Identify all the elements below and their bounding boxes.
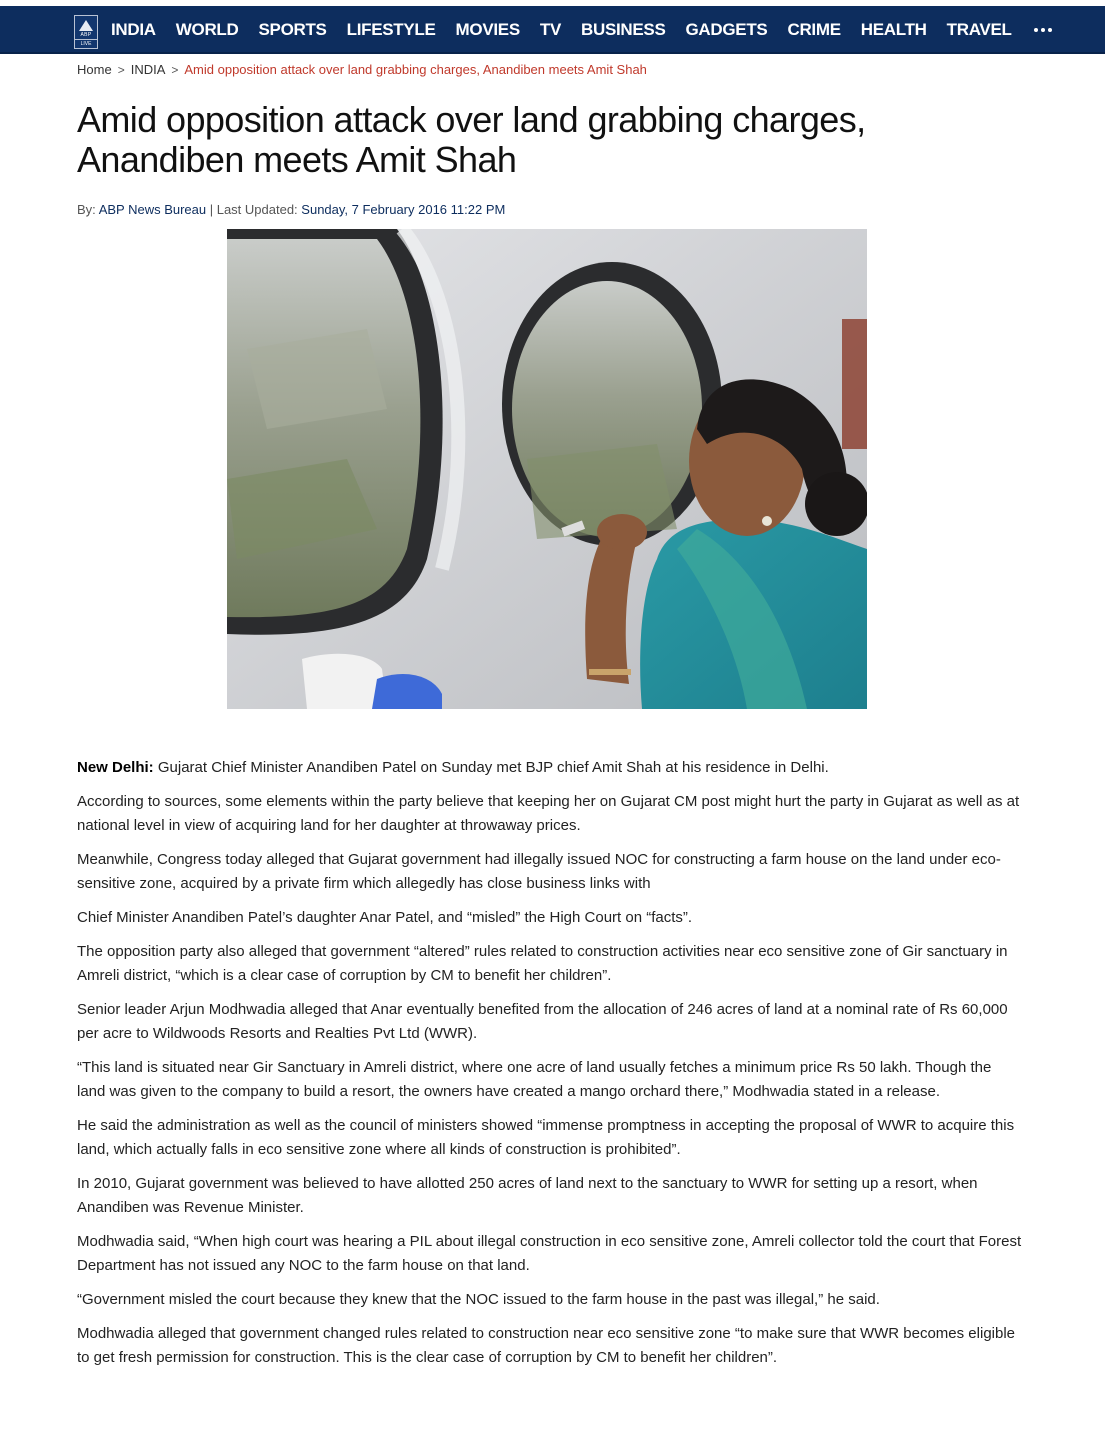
- updated-label: | Last Updated:: [206, 202, 302, 217]
- nav-item-movies[interactable]: MOVIES: [455, 20, 520, 39]
- nav-item-sports[interactable]: SPORTS: [258, 20, 327, 39]
- nav-item-health[interactable]: HEALTH: [860, 20, 927, 39]
- article-body: [77, 756, 1022, 1380]
- nav-item-india[interactable]: INDIA: [111, 20, 156, 39]
- nav-item-travel[interactable]: TRAVEL: [946, 20, 1012, 39]
- dot: [1041, 28, 1045, 32]
- article-paragraph: “Government misled the court because they knew that the NOC issued to the farm house in the past was illegal,” he said.: [77, 1291, 880, 1308]
- dot: [1034, 28, 1038, 32]
- page-title: Amid opposition attack over land grabbing charges, Anandiben meets Amit Shah: [77, 99, 866, 180]
- breadcrumb-separator: >: [171, 62, 179, 77]
- top-navbar: [0, 6, 1105, 54]
- article-paragraph: Modhwadia alleged that government changed rules related to construction near eco sensitive zone “to make sure that WWR becomes eligible to get fresh permission for construction. This is the clear case of corruption by CM to benefit her children”.: [77, 1325, 1016, 1366]
- breadcrumb-home[interactable]: Home: [77, 62, 112, 77]
- dateline: New Delhi:: [77, 759, 154, 776]
- article-paragraph: According to sources, some elements within the party believe that keeping her on Gujarat CM post might hurt the party in Gujarat as well as at national level in view of acquiring land for her daughter at throwaway prices.: [77, 793, 1020, 834]
- hero-photo: [227, 229, 867, 709]
- breadcrumb: [77, 62, 647, 77]
- article-paragraph: Meanwhile, Congress today alleged that Gujarat government had illegally issued NOC for constructing a farm house on the land under eco-sensitive zone, acquired by a private firm which allegedly has close business links with: [77, 851, 1001, 892]
- nav-item-lifestyle[interactable]: LIFESTYLE: [346, 20, 436, 39]
- logo-abp-text: ABP: [80, 32, 92, 38]
- dot: [1048, 28, 1052, 32]
- breadcrumb-current: Amid opposition attack over land grabbing charges, Anandiben meets Amit Shah: [184, 62, 647, 77]
- more-dots-icon[interactable]: [1034, 22, 1052, 38]
- nav-menu: [111, 6, 1052, 54]
- nav-item-tv[interactable]: TV: [539, 20, 561, 39]
- logo-live-text: LIVE: [75, 39, 97, 47]
- article-paragraph: The opposition party also alleged that government “altered” rules related to construction activities near eco sensitive zone of Gir sanctuary in Amreli district, “which is a clear case of corruption by CM to benefit her children”.: [77, 943, 1008, 984]
- byline-prefix: By:: [77, 202, 99, 217]
- article-paragraph: Senior leader Arjun Modhwadia alleged that Anar eventually benefited from the allocation of 246 acres of land at a nominal rate of Rs 60,000 per acre to Wildwoods Resorts and Realties Pvt Ltd (WWR).: [77, 1001, 1008, 1042]
- abp-live-logo[interactable]: [74, 15, 98, 49]
- article-paragraph: Modhwadia said, “When high court was hearing a PIL about illegal construction in eco sensitive zone, Amreli collector told the court that Forest Department has not issued any NOC to the farm house on that land.: [77, 1233, 1022, 1274]
- breadcrumb-section[interactable]: INDIA: [130, 62, 166, 77]
- article-byline: [77, 202, 505, 217]
- nav-item-world[interactable]: WORLD: [175, 20, 239, 39]
- updated-date: Sunday, 7 February 2016 11:22 PM: [301, 202, 506, 217]
- logo-triangle-icon: [79, 20, 93, 31]
- nav-item-business[interactable]: BUSINESS: [580, 20, 666, 39]
- article-paragraph-lead: [77, 756, 1022, 780]
- breadcrumb-separator: >: [117, 62, 125, 77]
- article-paragraph: He said the administration as well as the council of ministers showed “immense promptness in accepting the proposal of WWR to acquire this land, which actually falls in eco sensitive zone where all kinds of construction is prohibited”.: [77, 1117, 1015, 1158]
- nav-item-crime[interactable]: CRIME: [787, 20, 841, 39]
- author-link[interactable]: ABP News Bureau: [98, 202, 207, 217]
- article-paragraph: Chief Minister Anandiben Patel’s daughter Anar Patel, and “misled” the High Court on “facts”.: [77, 909, 693, 926]
- lead-text: Gujarat Chief Minister Anandiben Patel on Sunday met BJP chief Amit Shah at his residence in Delhi.: [153, 759, 829, 776]
- hero-photo-illustration: [227, 229, 867, 709]
- article-paragraph: “This land is situated near Gir Sanctuary in Amreli district, where one acre of land usually fetches a minimum price Rs 50 lakh. Though the land was given to the company to build a resort, the owners have created a mango orchard there,” Modhwadia stated in a release.: [77, 1059, 992, 1100]
- nav-item-gadgets[interactable]: GADGETS: [685, 20, 768, 39]
- article-paragraph: In 2010, Gujarat government was believed to have allotted 250 acres of land next to the sanctuary to WWR for setting up a resort, when Anandiben was Revenue Minister.: [77, 1175, 978, 1216]
